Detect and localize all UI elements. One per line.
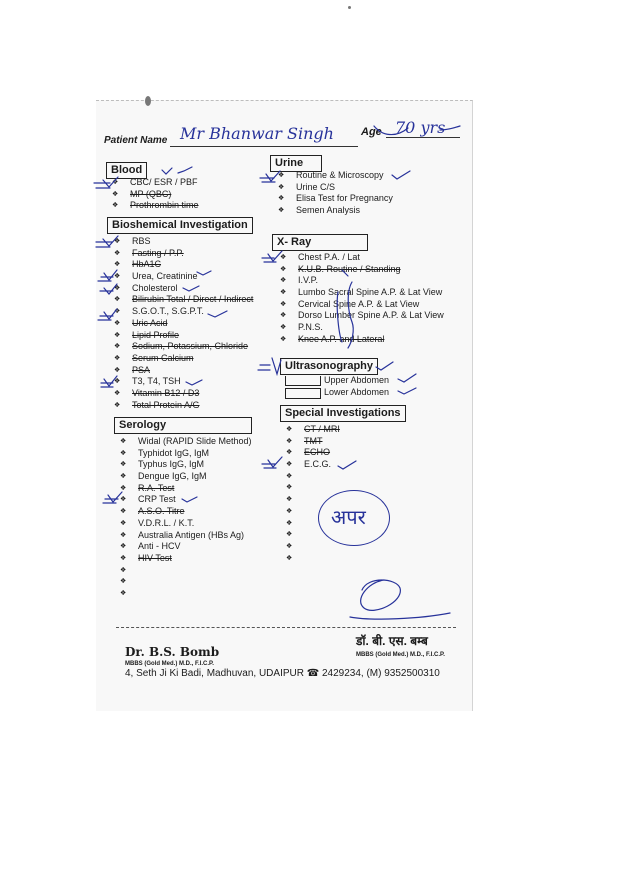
- biochem-item-text: Sodium, Potassium, Chloride: [132, 341, 249, 352]
- serology-item-text: HIV Test: [138, 552, 172, 563]
- special-item: [286, 459, 340, 471]
- biochem-item-text: Bilirubin Total / Direct / Indirect: [132, 294, 254, 305]
- serology-item-text: Dengue IgG, IgM: [138, 471, 207, 482]
- biochem-item: [114, 259, 253, 271]
- xray-item: [280, 299, 444, 311]
- clinic-address: 4, Seth Ji Ki Badi, Madhuvan, UDAIPUR ☎ 2429234, (M) 9352500310: [125, 668, 440, 679]
- xray-item-text: Chest P.A. / Lat: [298, 252, 360, 262]
- biochem-item-text: Cholesterol: [132, 282, 178, 293]
- special-item-text: CT / MRI: [304, 424, 340, 434]
- xray-item-text: K.U.B. Routine / Standing: [298, 263, 401, 274]
- biochem-item: [114, 283, 253, 295]
- blood-item: [112, 177, 199, 189]
- blood-item-text: MP (QBC): [130, 188, 172, 199]
- serology-item: [120, 588, 252, 600]
- biochem-item-text: Vitamin B12 / D3: [132, 387, 200, 398]
- doctor-qualification-english: MBBS (Gold Med.) M.D., F.I.C.P.: [125, 661, 214, 667]
- doctor-qualification-hindi: MBBS (Gold Med.) M.D., F.I.C.P.: [356, 652, 445, 658]
- special-item: [286, 482, 340, 494]
- biochem-item: [114, 365, 253, 377]
- biochem-item: [114, 248, 253, 260]
- blood-item-text: CBC/ ESR / PBF: [130, 177, 198, 187]
- special-list: [286, 424, 340, 564]
- biochem-item: [114, 353, 253, 365]
- xray-section-title: X- Ray: [272, 234, 368, 251]
- xray-item: [280, 334, 444, 346]
- serology-item-text: CRP Test: [138, 494, 176, 505]
- urine-item-text: Urine C/S: [296, 181, 336, 192]
- biochem-item: [114, 294, 253, 306]
- serology-item-text: V.D.R.L. / K.T.: [138, 517, 195, 528]
- biochem-item-text: Uric Acid: [132, 317, 168, 328]
- special-item: [286, 541, 340, 553]
- urine-item-text: Routine & Microscopy: [296, 170, 384, 180]
- xray-item-text: P.N.S.: [298, 322, 323, 333]
- ultrasound-lower-label: Lower Abdomen: [324, 387, 390, 397]
- biochem-item-text: Urea, Creatinine: [132, 271, 198, 282]
- doctor-name-english: Dr. B.S. Bomb: [125, 645, 220, 659]
- serology-item: [120, 530, 252, 542]
- serology-item: [120, 506, 252, 518]
- biochem-item-text: PSA: [132, 364, 151, 375]
- serology-list: [120, 436, 252, 600]
- ultrasound-upper-label: Upper Abdomen: [324, 375, 390, 385]
- biochem-section-title: Bioshemical Investigation: [107, 217, 253, 234]
- serology-section-title: Serology: [114, 417, 252, 434]
- xray-list: [280, 252, 444, 346]
- serology-item: [120, 483, 252, 495]
- special-item: [286, 424, 340, 436]
- xray-item: [280, 264, 444, 276]
- patient-name-label: Patient Name: [104, 135, 168, 146]
- biochem-item: [114, 341, 253, 353]
- biochem-list: [114, 236, 253, 411]
- biochem-item-text: Lipid Profile: [132, 329, 180, 340]
- patient-name-value: Mr Bhanwar Singh: [180, 124, 334, 143]
- serology-item: [120, 553, 252, 565]
- xray-item: [280, 275, 444, 287]
- urine-item: [278, 182, 393, 194]
- biochem-item: [114, 388, 253, 400]
- xray-item: [280, 287, 444, 299]
- xray-item-text: Lumbo Sacral Spine A.P. & Lat View: [298, 287, 443, 298]
- handwritten-note: अपर: [331, 505, 366, 529]
- xray-item: [280, 322, 444, 334]
- serology-item: [120, 459, 252, 471]
- biochem-item-text: Serum Calcium: [132, 352, 194, 363]
- biochem-item-text: Total Protein A/G: [132, 399, 200, 410]
- serology-item-text: R.A. Test: [138, 482, 175, 493]
- serology-item: [120, 565, 252, 577]
- serology-item-text: Widal (RAPID Slide Method): [138, 436, 252, 446]
- biochem-item: [114, 236, 253, 248]
- blood-item: [112, 189, 199, 201]
- xray-item-text: Dorso Lumber Spine A.P. & Lat View: [298, 310, 444, 321]
- age-label: Age: [361, 126, 382, 138]
- biochem-item: [114, 271, 253, 283]
- urine-item: [278, 193, 393, 205]
- blood-item-text: Prothrombin time: [130, 200, 199, 211]
- blood-item: [112, 200, 199, 212]
- scan-speck: [348, 6, 351, 9]
- biochem-item: [114, 330, 253, 342]
- serology-item: [120, 448, 252, 460]
- staple-mark: [145, 96, 151, 106]
- biochem-item-text: RBS: [132, 236, 151, 246]
- urine-item: [278, 205, 393, 217]
- ultrasound-upper-box: [285, 376, 321, 386]
- special-item-text: TMT: [304, 435, 323, 446]
- age-line: [386, 137, 460, 138]
- special-item-text: ECHO: [304, 447, 331, 458]
- patient-name-line: [170, 146, 358, 147]
- xray-item-text: Cervical Spine A.P. & Lat View: [298, 298, 420, 309]
- biochem-item: [114, 400, 253, 412]
- biochem-item: [114, 376, 253, 388]
- ultrasound-lower-box: [285, 388, 321, 399]
- urine-section-title: Urine: [270, 155, 322, 172]
- serology-item: [120, 436, 252, 448]
- biochem-item-text: S.G.O.T., S.G.P.T.: [132, 306, 204, 317]
- urine-item-text: Semen Analysis: [296, 205, 361, 216]
- urine-item: [278, 170, 393, 182]
- biochem-item-text: Fasting / P.P.: [132, 247, 184, 258]
- age-value: 70 yrs: [395, 118, 446, 137]
- urine-item-text: Elisa Test for Pregnancy: [296, 193, 393, 204]
- serology-item: [120, 494, 252, 506]
- serology-item-text: Typhus IgG, IgM: [138, 459, 205, 470]
- serology-item: [120, 541, 252, 553]
- doctor-name-hindi: डॉ. बी. एस. बम्ब: [356, 634, 428, 648]
- urine-list: [278, 170, 393, 217]
- blood-list: [112, 177, 199, 212]
- special-item: [286, 447, 340, 459]
- special-item: [286, 471, 340, 483]
- serology-item: [120, 576, 252, 588]
- xray-item: [280, 252, 444, 264]
- serology-item-text: Typhidot IgG, IgM: [138, 447, 210, 458]
- biochem-item: [114, 318, 253, 330]
- xray-item: [280, 310, 444, 322]
- special-item: [286, 553, 340, 565]
- biochem-item: [114, 306, 253, 318]
- serology-item: [120, 471, 252, 483]
- serology-item-text: A.S.O. Titre: [138, 506, 185, 517]
- special-item-text: E.C.G.: [304, 459, 332, 470]
- biochem-item-text: T3, T4, TSH: [132, 376, 181, 387]
- blood-section-title: Blood: [106, 162, 147, 179]
- special-section-title: Special Investigations: [280, 405, 406, 422]
- xray-item-text: I.V.P.: [298, 275, 319, 286]
- serology-item-text: Anti - HCV: [138, 541, 181, 552]
- ultrasound-section-title: Ultrasonography: [280, 358, 378, 375]
- xray-item-text: Knee A.P. and Lateral: [298, 333, 385, 344]
- serology-item: [120, 518, 252, 530]
- serology-item-text: Australia Antigen (HBs Ag): [138, 529, 245, 540]
- footer-divider: [116, 627, 456, 628]
- biochem-item-text: HbA1C: [132, 259, 162, 270]
- special-item: [286, 436, 340, 448]
